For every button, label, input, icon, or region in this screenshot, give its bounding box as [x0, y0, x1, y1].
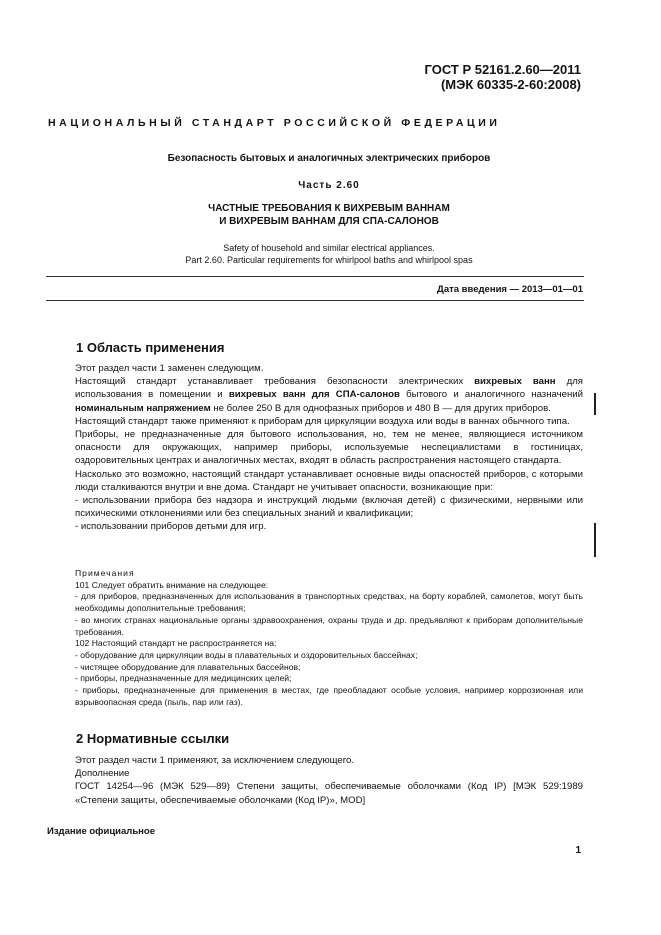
standard-code: ГОСТ Р 52161.2.60—2011 [424, 62, 581, 77]
notes-title: Примечания [75, 568, 135, 578]
note-line: - для приборов, предназначенных для использования в транспортных средствах, на борту кораблей, самолетов, могут быть необходимы дополнительные требования; [75, 591, 583, 614]
note-line: - приборы, предназначенные для применения в местах, где преобладают особые условия, например коррозионная или взрывоопасная среда (пыль, пар или газ). [75, 685, 583, 707]
english-title-line-2: Part 2.60. Particular requirements for whirlpool baths and whirlpool spas [185, 255, 473, 265]
note-line: - оборудование для циркуляции воды в плавательных и оздоровительных бассейнах; [75, 649, 418, 660]
english-title-line-1: Safety of household and similar electrical appliances. [223, 243, 435, 253]
subtitle-line-1: ЧАСТНЫЕ ТРЕБОВАНИЯ К ВИХРЕВЫМ ВАННАМ [208, 203, 450, 214]
note-line: - чистящее оборудование для плавательных бассейнов; [75, 661, 301, 672]
part-number: Часть 2.60 [298, 180, 360, 191]
change-bar [594, 523, 596, 557]
note-line: - приборы, предназначенные для медицинских целей; [75, 673, 292, 684]
paragraph: ГОСТ 14254—96 (МЭК 529—89) Степени защиты, обеспечиваемые оболочками (Код IP) [МЭК 529:1989 «Степени защиты, обеспечиваемые оболочками (Код IP)», MOD] [75, 781, 583, 806]
document-title: Безопасность бытовых и аналогичных электрических приборов [167, 153, 491, 164]
notes-block [75, 568, 583, 708]
list-item: - использовании приборов детьми для игр. [75, 521, 267, 533]
section-2-heading: 2 Нормативные ссылки [76, 731, 230, 746]
section-1-body [75, 362, 583, 534]
paragraph: Этот раздел части 1 применяют, за исключением следующего. [75, 755, 355, 766]
paragraph: Приборы, не предназначенные для бытового использования, но, тем не менее, являющиеся источником опасности для окружающих, например приборы, используемые неспециалистами в гостиницах, оздоровительных центрах и аналогичных местах, входят в область распространения настоящего стандарта. [75, 429, 583, 467]
section-2-body [75, 754, 583, 807]
subtitle-line-2: И ВИХРЕВЫМ ВАННАМ ДЛЯ СПА-САЛОНОВ [219, 216, 439, 227]
section-1-heading: 1 Область применения [76, 340, 225, 355]
date-divider [46, 300, 584, 301]
paragraph-scope: Настоящий стандарт устанавливает требования безопасности электрических вихревых ванн для использования в помещении и вихревых ванн для СПА-салонов бытового и аналогичного назначений номинальным напряжением не более 250 В для однофазных приборов и 480 В — для других приборов. [75, 376, 583, 414]
iec-code: (МЭК 60335-2-60:2008) [440, 77, 581, 92]
page-number: 1 [575, 845, 581, 856]
national-standard-banner: НАЦИОНАЛЬНЫЙ СТАНДАРТ РОССИЙСКОЙ ФЕДЕРАЦИИ [48, 117, 501, 129]
official-edition-label: Издание официальное [47, 826, 155, 837]
note-line: 102 Настоящий стандарт не распространяется на: [75, 638, 277, 649]
paragraph: Насколько это возможно, настоящий стандарт устанавливает основные виды опасностей приборов, с которыми люди сталкиваются внутри и вне дома. Стандарт не учитывает опасности, возникающие при: [75, 468, 583, 493]
change-bar [594, 393, 596, 415]
introduction-date: Дата введения — 2013—01—01 [437, 284, 583, 295]
note-line: - во многих странах национальные органы здравоохранения, охраны труда и др. предъявляют к приборам дополнительные требования. [75, 614, 583, 637]
note-line: 101 Следует обратить внимание на следующее: [75, 579, 269, 590]
top-divider [46, 276, 584, 277]
paragraph: Дополнение [75, 768, 130, 780]
list-item: - использовании прибора без надзора и инструкций людьми (включая детей) с физическими, нервными или психическими отклонениями или без специальных знаний и квалификации; [75, 495, 583, 520]
paragraph: Настоящий стандарт также применяют к приборам для циркуляции воздуха или воды в ваннах обычного типа. [75, 415, 570, 427]
paragraph: Этот раздел части 1 заменен следующим. [75, 363, 264, 374]
